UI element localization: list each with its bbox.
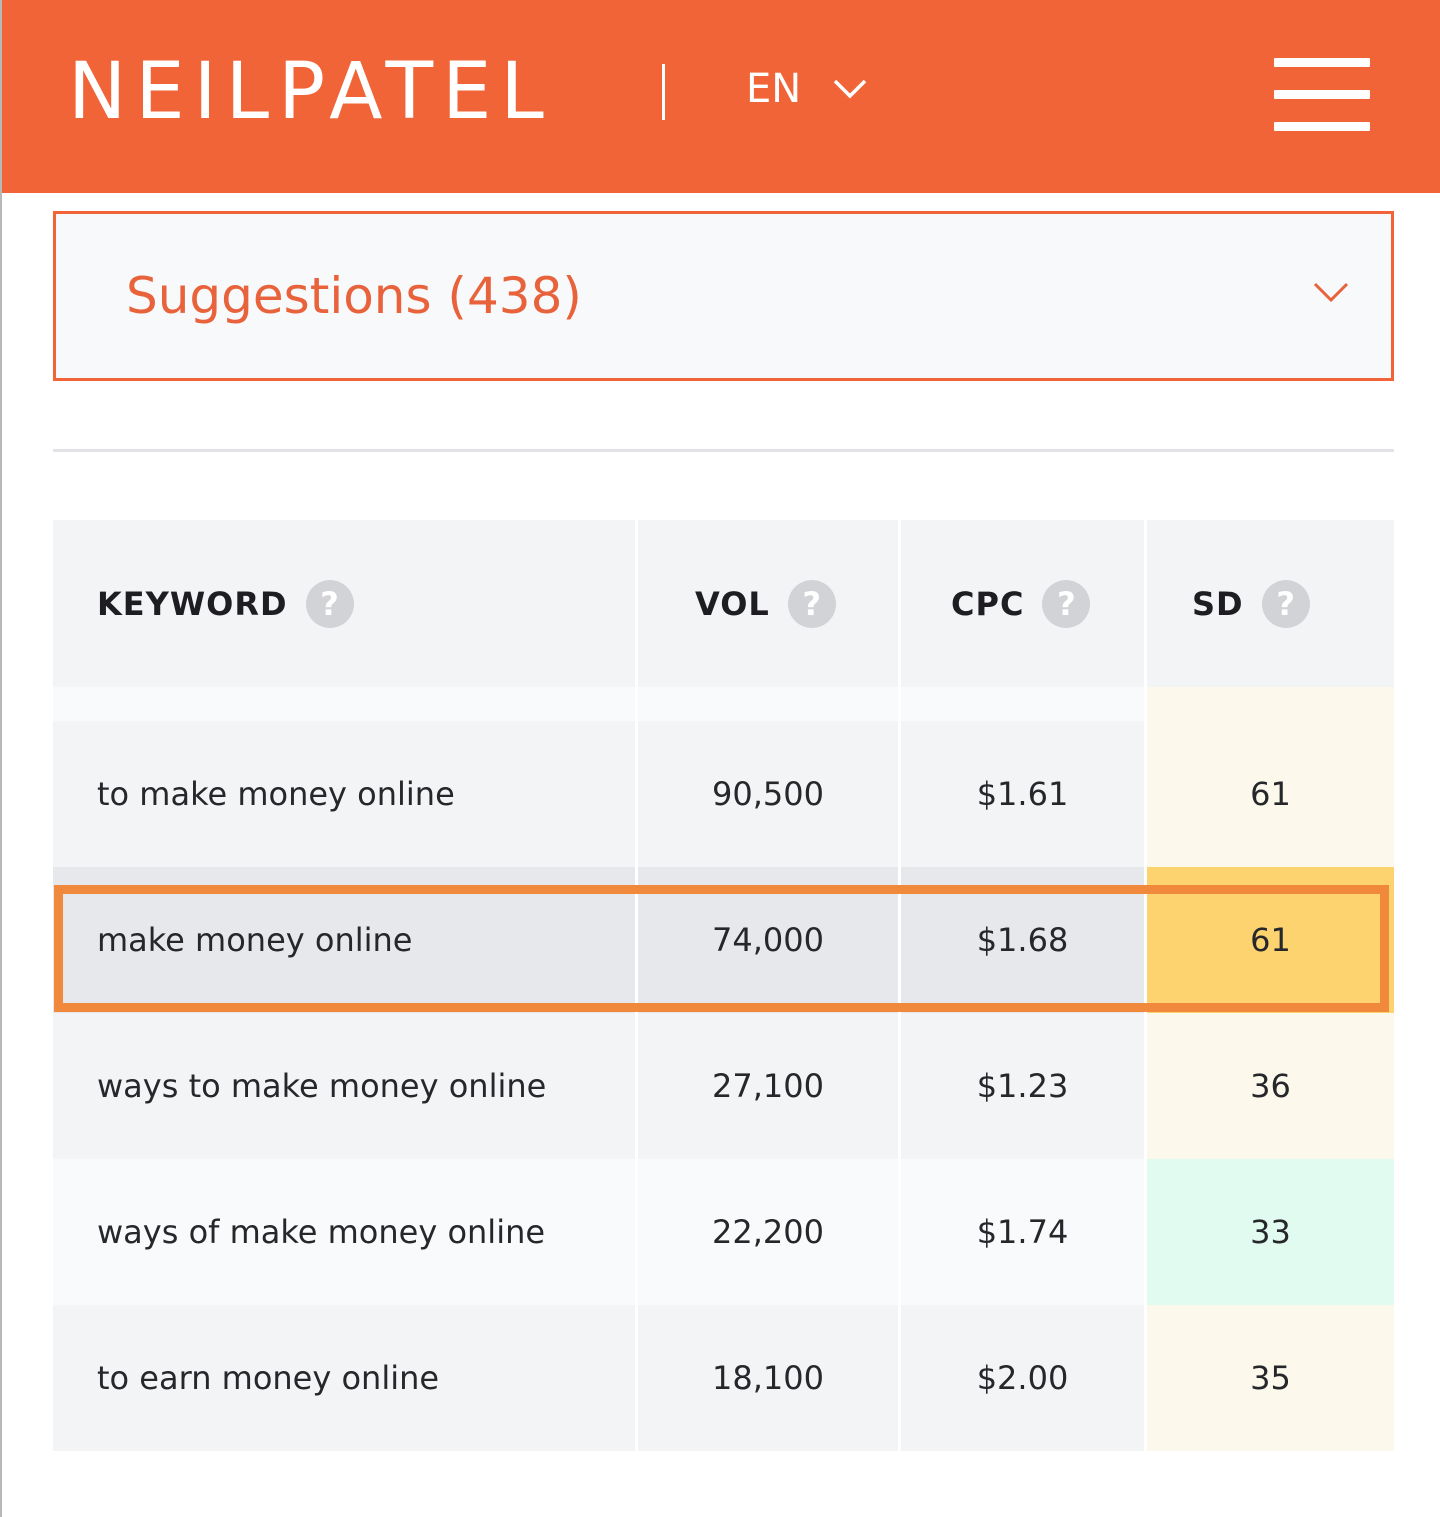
table-header [53, 520, 1394, 687]
keyword-cell[interactable]: ways of make money online [53, 1159, 635, 1305]
table-spacer [53, 687, 1394, 721]
cpc-cell: $2.00 [901, 1305, 1144, 1451]
language-selector[interactable] [746, 64, 867, 114]
vol-cell: 90,500 [638, 721, 898, 867]
column-label: VOL [695, 584, 770, 623]
logo[interactable]: NEILPATEL [68, 47, 553, 137]
vol-cell: 74,000 [638, 867, 898, 1013]
column-header-cpc[interactable] [901, 520, 1144, 687]
chevron-down-icon [833, 79, 867, 99]
chevron-down-icon [1313, 282, 1349, 309]
hamburger-menu-icon[interactable] [1274, 58, 1370, 132]
cpc-cell: $1.23 [901, 1013, 1144, 1159]
cpc-cell: $1.61 [901, 721, 1144, 867]
vol-cell: 22,200 [638, 1159, 898, 1305]
column-label: CPC [951, 584, 1025, 623]
table-row[interactable] [53, 867, 1394, 1013]
column-header-keyword[interactable] [53, 520, 635, 687]
suggestions-label: Suggestions (438) [126, 267, 582, 325]
keyword-cell[interactable]: ways to make money online [53, 1013, 635, 1159]
help-icon[interactable]: ? [788, 580, 836, 628]
table-row[interactable] [53, 1159, 1394, 1305]
vol-cell: 18,100 [638, 1305, 898, 1451]
suggestions-dropdown[interactable] [53, 211, 1394, 381]
table-row[interactable] [53, 721, 1394, 867]
sd-cell: 35 [1147, 1305, 1394, 1451]
column-header-sd[interactable] [1147, 520, 1394, 687]
cpc-cell: $1.74 [901, 1159, 1144, 1305]
language-label: EN [746, 66, 802, 112]
column-header-vol[interactable] [638, 520, 898, 687]
table-row[interactable] [53, 1013, 1394, 1159]
keyword-cell[interactable]: to earn money online [53, 1305, 635, 1451]
divider [53, 449, 1394, 452]
help-icon[interactable]: ? [1262, 580, 1310, 628]
column-label: SD [1192, 584, 1244, 623]
keyword-cell[interactable]: to make money online [53, 721, 635, 867]
cpc-cell: $1.68 [901, 867, 1144, 1013]
help-icon[interactable]: ? [1042, 580, 1090, 628]
keyword-cell[interactable]: make money online [53, 867, 635, 1013]
header-divider [662, 64, 665, 120]
column-label: KEYWORD [97, 584, 288, 623]
site-header [2, 0, 1440, 193]
sd-cell: 33 [1147, 1159, 1394, 1305]
sd-cell: 36 [1147, 1013, 1394, 1159]
table-row[interactable] [53, 1305, 1394, 1451]
vol-cell: 27,100 [638, 1013, 898, 1159]
help-icon[interactable]: ? [306, 580, 354, 628]
sd-cell: 61 [1147, 867, 1394, 1013]
sd-cell: 61 [1147, 721, 1394, 867]
